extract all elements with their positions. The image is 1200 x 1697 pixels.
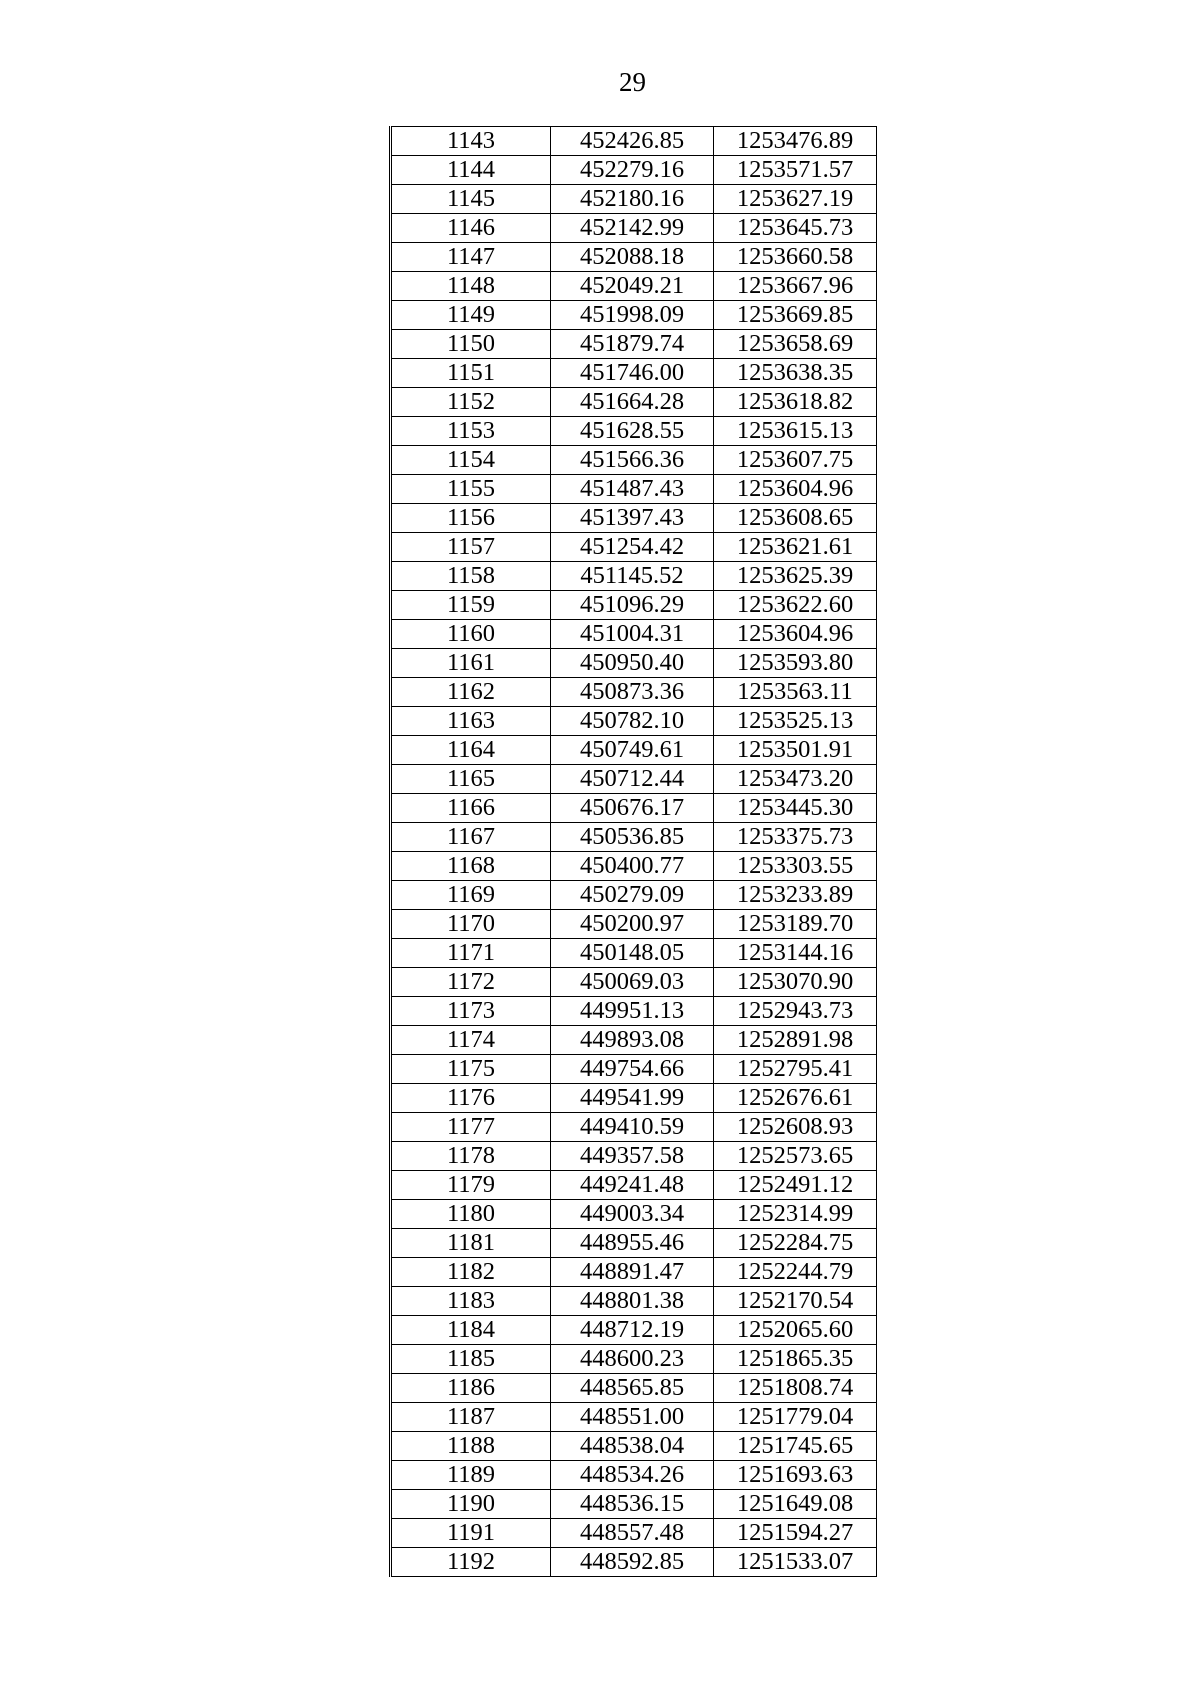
y-coordinate-cell: 1253501.91 xyxy=(714,736,877,765)
point-number-cell: 1185 xyxy=(391,1345,551,1374)
table-row xyxy=(391,881,877,910)
x-coordinate-cell: 450873.36 xyxy=(551,678,714,707)
y-coordinate-cell: 1252608.93 xyxy=(714,1113,877,1142)
x-coordinate-cell: 450712.44 xyxy=(551,765,714,794)
x-coordinate-cell: 449241.48 xyxy=(551,1171,714,1200)
point-number-cell: 1169 xyxy=(391,881,551,910)
point-number-cell: 1152 xyxy=(391,388,551,417)
point-number-cell: 1174 xyxy=(391,1026,551,1055)
x-coordinate-cell: 448891.47 xyxy=(551,1258,714,1287)
x-coordinate-cell: 449951.13 xyxy=(551,997,714,1026)
table-row xyxy=(391,388,877,417)
point-number-cell: 1143 xyxy=(391,127,551,156)
y-coordinate-cell: 1252891.98 xyxy=(714,1026,877,1055)
table-row xyxy=(391,359,877,388)
y-coordinate-cell: 1253070.90 xyxy=(714,968,877,997)
y-coordinate-cell: 1253625.39 xyxy=(714,562,877,591)
y-coordinate-cell: 1252573.65 xyxy=(714,1142,877,1171)
x-coordinate-cell: 450400.77 xyxy=(551,852,714,881)
table-row xyxy=(391,1229,877,1258)
point-number-cell: 1160 xyxy=(391,620,551,649)
y-coordinate-cell: 1252284.75 xyxy=(714,1229,877,1258)
y-coordinate-cell: 1252676.61 xyxy=(714,1084,877,1113)
point-number-cell: 1180 xyxy=(391,1200,551,1229)
point-number-cell: 1166 xyxy=(391,794,551,823)
point-number-cell: 1190 xyxy=(391,1490,551,1519)
table-row xyxy=(391,1519,877,1548)
point-number-cell: 1161 xyxy=(391,649,551,678)
y-coordinate-cell: 1253604.96 xyxy=(714,620,877,649)
point-number-cell: 1147 xyxy=(391,243,551,272)
y-coordinate-cell: 1252170.54 xyxy=(714,1287,877,1316)
point-number-cell: 1167 xyxy=(391,823,551,852)
x-coordinate-cell: 450200.97 xyxy=(551,910,714,939)
x-coordinate-cell: 451998.09 xyxy=(551,301,714,330)
point-number-cell: 1186 xyxy=(391,1374,551,1403)
point-number-cell: 1156 xyxy=(391,504,551,533)
point-number-cell: 1146 xyxy=(391,214,551,243)
coordinates-table xyxy=(389,126,877,1577)
y-coordinate-cell: 1253615.13 xyxy=(714,417,877,446)
point-number-cell: 1168 xyxy=(391,852,551,881)
point-number-cell: 1145 xyxy=(391,185,551,214)
table-row xyxy=(391,504,877,533)
x-coordinate-cell: 452049.21 xyxy=(551,272,714,301)
y-coordinate-cell: 1253604.96 xyxy=(714,475,877,504)
x-coordinate-cell: 448565.85 xyxy=(551,1374,714,1403)
y-coordinate-cell: 1251745.65 xyxy=(714,1432,877,1461)
table-row xyxy=(391,127,877,156)
x-coordinate-cell: 449754.66 xyxy=(551,1055,714,1084)
table-row xyxy=(391,1432,877,1461)
point-number-cell: 1189 xyxy=(391,1461,551,1490)
point-number-cell: 1183 xyxy=(391,1287,551,1316)
y-coordinate-cell: 1253473.20 xyxy=(714,765,877,794)
point-number-cell: 1163 xyxy=(391,707,551,736)
table-row xyxy=(391,852,877,881)
table-row xyxy=(391,562,877,591)
y-coordinate-cell: 1251779.04 xyxy=(714,1403,877,1432)
y-coordinate-cell: 1253658.69 xyxy=(714,330,877,359)
table-row xyxy=(391,446,877,475)
point-number-cell: 1191 xyxy=(391,1519,551,1548)
point-number-cell: 1173 xyxy=(391,997,551,1026)
point-number-cell: 1159 xyxy=(391,591,551,620)
table-row xyxy=(391,1461,877,1490)
y-coordinate-cell: 1253375.73 xyxy=(714,823,877,852)
x-coordinate-cell: 451397.43 xyxy=(551,504,714,533)
table-row xyxy=(391,533,877,562)
point-number-cell: 1171 xyxy=(391,939,551,968)
point-number-cell: 1179 xyxy=(391,1171,551,1200)
y-coordinate-cell: 1253660.58 xyxy=(714,243,877,272)
y-coordinate-cell: 1253233.89 xyxy=(714,881,877,910)
table-row xyxy=(391,1026,877,1055)
point-number-cell: 1144 xyxy=(391,156,551,185)
x-coordinate-cell: 449410.59 xyxy=(551,1113,714,1142)
y-coordinate-cell: 1253608.65 xyxy=(714,504,877,533)
x-coordinate-cell: 451628.55 xyxy=(551,417,714,446)
table-row xyxy=(391,243,877,272)
point-number-cell: 1153 xyxy=(391,417,551,446)
table-row xyxy=(391,1142,877,1171)
point-number-cell: 1181 xyxy=(391,1229,551,1258)
y-coordinate-cell: 1253618.82 xyxy=(714,388,877,417)
table-row xyxy=(391,1548,877,1577)
x-coordinate-cell: 448801.38 xyxy=(551,1287,714,1316)
x-coordinate-cell: 452279.16 xyxy=(551,156,714,185)
x-coordinate-cell: 451145.52 xyxy=(551,562,714,591)
point-number-cell: 1158 xyxy=(391,562,551,591)
table-row xyxy=(391,214,877,243)
table-row xyxy=(391,968,877,997)
y-coordinate-cell: 1253189.70 xyxy=(714,910,877,939)
table-row xyxy=(391,301,877,330)
table-row xyxy=(391,1200,877,1229)
table-row xyxy=(391,997,877,1026)
table-row xyxy=(391,330,877,359)
y-coordinate-cell: 1253476.89 xyxy=(714,127,877,156)
table-row xyxy=(391,417,877,446)
x-coordinate-cell: 450950.40 xyxy=(551,649,714,678)
y-coordinate-cell: 1253645.73 xyxy=(714,214,877,243)
x-coordinate-cell: 450676.17 xyxy=(551,794,714,823)
table-row xyxy=(391,1084,877,1113)
table-row xyxy=(391,1374,877,1403)
point-number-cell: 1148 xyxy=(391,272,551,301)
x-coordinate-cell: 449541.99 xyxy=(551,1084,714,1113)
table-row xyxy=(391,736,877,765)
y-coordinate-cell: 1252943.73 xyxy=(714,997,877,1026)
table-row xyxy=(391,1403,877,1432)
y-coordinate-cell: 1252065.60 xyxy=(714,1316,877,1345)
y-coordinate-cell: 1253627.19 xyxy=(714,185,877,214)
table-row xyxy=(391,620,877,649)
y-coordinate-cell: 1251808.74 xyxy=(714,1374,877,1403)
x-coordinate-cell: 451566.36 xyxy=(551,446,714,475)
table-row xyxy=(391,185,877,214)
x-coordinate-cell: 452426.85 xyxy=(551,127,714,156)
x-coordinate-cell: 449357.58 xyxy=(551,1142,714,1171)
y-coordinate-cell: 1251865.35 xyxy=(714,1345,877,1374)
point-number-cell: 1175 xyxy=(391,1055,551,1084)
table-row xyxy=(391,649,877,678)
table-row xyxy=(391,678,877,707)
y-coordinate-cell: 1253621.61 xyxy=(714,533,877,562)
point-number-cell: 1164 xyxy=(391,736,551,765)
point-number-cell: 1155 xyxy=(391,475,551,504)
table-row xyxy=(391,1171,877,1200)
point-number-cell: 1157 xyxy=(391,533,551,562)
table-row xyxy=(391,156,877,185)
x-coordinate-cell: 451879.74 xyxy=(551,330,714,359)
point-number-cell: 1162 xyxy=(391,678,551,707)
point-number-cell: 1176 xyxy=(391,1084,551,1113)
table-row xyxy=(391,910,877,939)
x-coordinate-cell: 450536.85 xyxy=(551,823,714,852)
point-number-cell: 1151 xyxy=(391,359,551,388)
x-coordinate-cell: 448551.00 xyxy=(551,1403,714,1432)
table-row xyxy=(391,591,877,620)
y-coordinate-cell: 1253669.85 xyxy=(714,301,877,330)
y-coordinate-cell: 1253622.60 xyxy=(714,591,877,620)
y-coordinate-cell: 1251533.07 xyxy=(714,1548,877,1577)
x-coordinate-cell: 452142.99 xyxy=(551,214,714,243)
point-number-cell: 1192 xyxy=(391,1548,551,1577)
table-row xyxy=(391,1316,877,1345)
y-coordinate-cell: 1253144.16 xyxy=(714,939,877,968)
point-number-cell: 1154 xyxy=(391,446,551,475)
table-row xyxy=(391,1258,877,1287)
y-coordinate-cell: 1253593.80 xyxy=(714,649,877,678)
y-coordinate-cell: 1252244.79 xyxy=(714,1258,877,1287)
x-coordinate-cell: 448536.15 xyxy=(551,1490,714,1519)
x-coordinate-cell: 451746.00 xyxy=(551,359,714,388)
x-coordinate-cell: 449003.34 xyxy=(551,1200,714,1229)
point-number-cell: 1170 xyxy=(391,910,551,939)
y-coordinate-cell: 1252314.99 xyxy=(714,1200,877,1229)
y-coordinate-cell: 1252491.12 xyxy=(714,1171,877,1200)
y-coordinate-cell: 1251649.08 xyxy=(714,1490,877,1519)
point-number-cell: 1182 xyxy=(391,1258,551,1287)
x-coordinate-cell: 451254.42 xyxy=(551,533,714,562)
table-row xyxy=(391,1490,877,1519)
x-coordinate-cell: 448712.19 xyxy=(551,1316,714,1345)
table-row xyxy=(391,1345,877,1374)
x-coordinate-cell: 450279.09 xyxy=(551,881,714,910)
point-number-cell: 1165 xyxy=(391,765,551,794)
x-coordinate-cell: 450069.03 xyxy=(551,968,714,997)
x-coordinate-cell: 452088.18 xyxy=(551,243,714,272)
x-coordinate-cell: 452180.16 xyxy=(551,185,714,214)
page-number: 29 xyxy=(619,67,646,97)
table-row xyxy=(391,939,877,968)
y-coordinate-cell: 1253563.11 xyxy=(714,678,877,707)
point-number-cell: 1187 xyxy=(391,1403,551,1432)
table-row xyxy=(391,475,877,504)
x-coordinate-cell: 450782.10 xyxy=(551,707,714,736)
point-number-cell: 1184 xyxy=(391,1316,551,1345)
y-coordinate-cell: 1253571.57 xyxy=(714,156,877,185)
point-number-cell: 1172 xyxy=(391,968,551,997)
x-coordinate-cell: 451004.31 xyxy=(551,620,714,649)
x-coordinate-cell: 448534.26 xyxy=(551,1461,714,1490)
point-number-cell: 1177 xyxy=(391,1113,551,1142)
point-number-cell: 1178 xyxy=(391,1142,551,1171)
point-number-cell: 1150 xyxy=(391,330,551,359)
x-coordinate-cell: 448538.04 xyxy=(551,1432,714,1461)
table-row xyxy=(391,272,877,301)
y-coordinate-cell: 1251594.27 xyxy=(714,1519,877,1548)
point-number-cell: 1188 xyxy=(391,1432,551,1461)
x-coordinate-cell: 448600.23 xyxy=(551,1345,714,1374)
y-coordinate-cell: 1253667.96 xyxy=(714,272,877,301)
table-row xyxy=(391,707,877,736)
x-coordinate-cell: 450749.61 xyxy=(551,736,714,765)
table-row xyxy=(391,1287,877,1316)
x-coordinate-cell: 451096.29 xyxy=(551,591,714,620)
y-coordinate-cell: 1253525.13 xyxy=(714,707,877,736)
y-coordinate-cell: 1253638.35 xyxy=(714,359,877,388)
x-coordinate-cell: 448557.48 xyxy=(551,1519,714,1548)
y-coordinate-cell: 1253607.75 xyxy=(714,446,877,475)
y-coordinate-cell: 1252795.41 xyxy=(714,1055,877,1084)
x-coordinate-cell: 451664.28 xyxy=(551,388,714,417)
table-row xyxy=(391,1055,877,1084)
table-row xyxy=(391,823,877,852)
table-row xyxy=(391,794,877,823)
coordinates-table-body xyxy=(391,127,877,1577)
y-coordinate-cell: 1251693.63 xyxy=(714,1461,877,1490)
x-coordinate-cell: 450148.05 xyxy=(551,939,714,968)
x-coordinate-cell: 449893.08 xyxy=(551,1026,714,1055)
table-row xyxy=(391,1113,877,1142)
table-row xyxy=(391,765,877,794)
x-coordinate-cell: 448592.85 xyxy=(551,1548,714,1577)
y-coordinate-cell: 1253303.55 xyxy=(714,852,877,881)
x-coordinate-cell: 451487.43 xyxy=(551,475,714,504)
point-number-cell: 1149 xyxy=(391,301,551,330)
y-coordinate-cell: 1253445.30 xyxy=(714,794,877,823)
x-coordinate-cell: 448955.46 xyxy=(551,1229,714,1258)
